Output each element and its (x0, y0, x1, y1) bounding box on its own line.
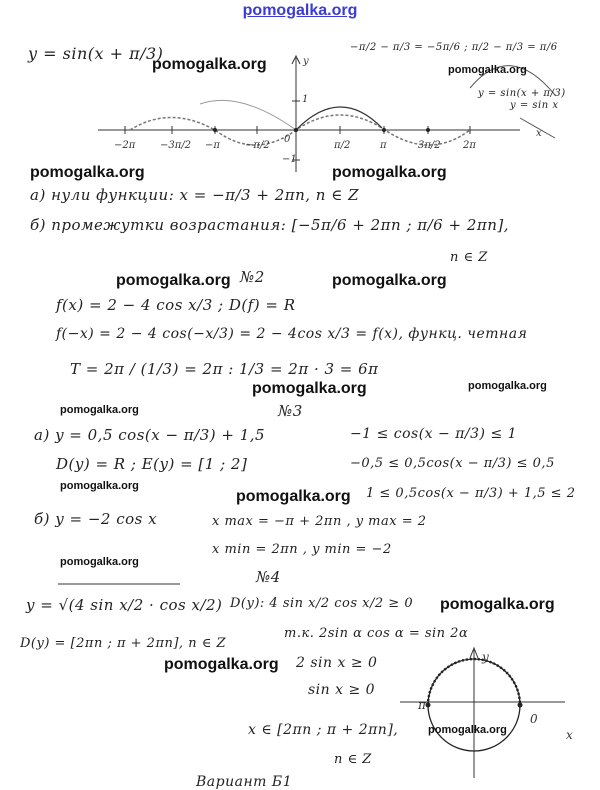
task2-line3: T = 2π / (1/3) = 2π : 1/3 = 2π · 3 = 6π (70, 360, 379, 378)
task2-line2: f(−x) = 2 − 4 cos(−x/3) = 2 − 4cos x/3 = f(x), функц. четная (56, 326, 528, 342)
watermark: pomogalka.org (164, 656, 279, 673)
tick-x-label: π (380, 140, 387, 151)
tick-x-label: 2π (463, 140, 476, 151)
task4-number: №4 (256, 568, 281, 586)
watermark: pomogalka.org (236, 488, 351, 505)
watermark: pomogalka.org (60, 480, 139, 492)
circle-axis-x-label: x (566, 728, 573, 742)
watermark: pomogalka.org (116, 272, 231, 289)
task4-step1: 2 sin x ≥ 0 (296, 655, 378, 671)
task2-line1: f(x) = 2 − 4 cos x/3 ; D(f) = R (56, 296, 296, 314)
task1-graph-label-a: y = sin(x + π/3) (478, 88, 566, 99)
task1-increase-n: n ∈ Z (450, 250, 488, 265)
watermark: pomogalka.org (448, 64, 527, 76)
watermark: pomogalka.org (60, 556, 139, 568)
watermark: pomogalka.org (440, 596, 555, 613)
watermark: pomogalka.org (428, 724, 507, 736)
watermark: pomogalka.org (468, 380, 547, 392)
footer-variant: Вариант Б1 (196, 774, 293, 790)
watermark: pomogalka.org (60, 404, 139, 416)
graph-axis-y-label: y (303, 56, 309, 67)
tick-x-label: −3π/2 (160, 140, 192, 151)
graph-axis-x-label: x (536, 128, 542, 139)
task1-function: y = sin(x + π/3) (28, 44, 164, 63)
tick-x-label: 0 (284, 134, 291, 145)
task4-func: y = √(4 sin x/2 · cos x/2) (26, 596, 223, 614)
task3-a-domain: D(y) = R ; E(y) = [1 ; 2] (56, 455, 248, 473)
tick-y-label: 1 (302, 94, 309, 105)
task3-b-func: б) y = −2 cos x (34, 510, 158, 528)
task3-a-func: а) y = 0,5 cos(x − π/3) + 1,5 (34, 426, 266, 444)
graph-sine-left (200, 100, 296, 130)
task2-number: №2 (240, 268, 265, 286)
watermark: pomogalka.org (30, 164, 145, 181)
watermark: pomogalka.org (332, 164, 447, 181)
task3-b-max: x max = −π + 2πn , y max = 2 (212, 514, 427, 529)
task3-ineq1: −1 ≤ cos(x − π/3) ≤ 1 (350, 426, 518, 442)
circle-axis-y-label: y (482, 650, 489, 664)
circle-pi-label: π (418, 698, 426, 712)
task4-identity: т.к. 2sin α cos α = sin 2α (284, 626, 469, 641)
task1-zeros: а) нули функции: x = −π/3 + 2πn, n ∈ Z (30, 186, 360, 204)
watermark: pomogalka.org (332, 272, 447, 289)
task4-domain-condition: D(y): 4 sin x/2 cos x/2 ≥ 0 (230, 596, 414, 611)
task3-ineq2: −0,5 ≤ 0,5cos(x − π/3) ≤ 0,5 (350, 456, 555, 471)
task3-ineq3: 1 ≤ 0,5cos(x − π/3) + 1,5 ≤ 2 (366, 486, 576, 501)
watermark: pomogalka.org (152, 56, 267, 73)
tick-y-label: −1 (282, 154, 297, 165)
graph-sine-bold (296, 107, 382, 130)
task1-graph-label-b: y = sin x (510, 100, 559, 111)
circle-zero-label: 0 (530, 712, 538, 726)
tick-x-label: 3π/2 (418, 140, 441, 151)
task3-b-min: x min = 2πn , y min = −2 (212, 542, 392, 557)
tick-x-label: −π/2 (245, 140, 270, 151)
tick-x-label: π/2 (334, 140, 351, 151)
task4-answer: x ∈ [2πn ; π + 2πn], (248, 722, 399, 738)
task4-answer-n: n ∈ Z (334, 752, 372, 767)
task1-increase: б) промежутки возрастания: [−5π/6 + 2πn ; π/6 + 2πn], (30, 216, 510, 234)
tick-x-label: −2π (114, 140, 136, 151)
task4-step2: sin x ≥ 0 (308, 682, 376, 698)
watermark: pomogalka.org (252, 380, 367, 397)
site-header-link[interactable]: pomogalka.org (242, 2, 358, 19)
task4-domain: D(y) = [2πn ; π + 2πn], n ∈ Z (20, 636, 226, 651)
task1-shift-calc: −π/2 − π/3 = −5π/6 ; π/2 − π/3 = π/6 (350, 42, 558, 53)
tick-x-label: −π (205, 140, 220, 151)
task3-number: №3 (278, 402, 303, 420)
